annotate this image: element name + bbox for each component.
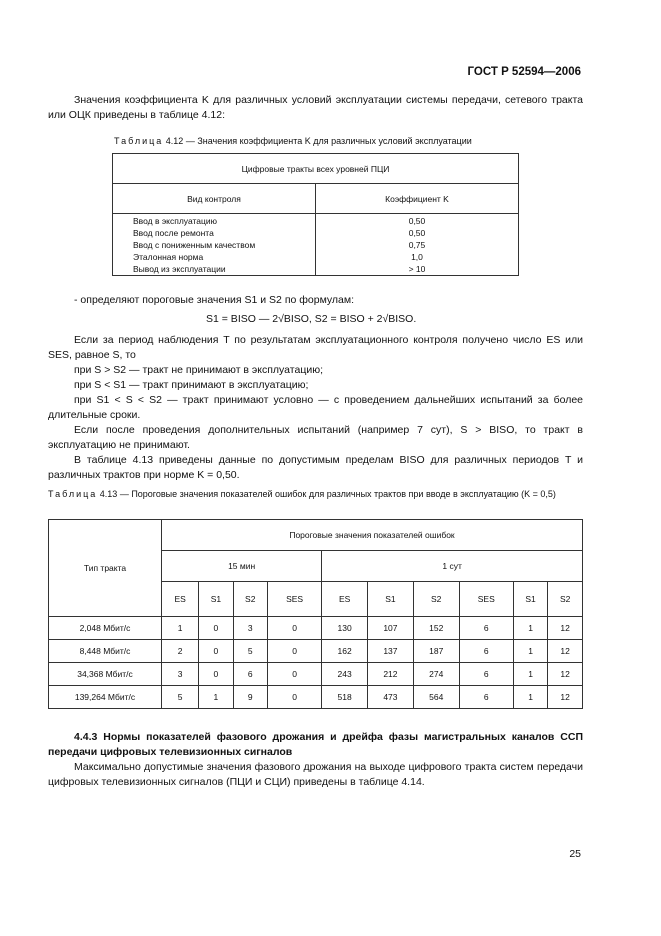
table-cell: 152: [413, 617, 459, 640]
para-additional: Если после проведения дополнительных испытаний (например 7 сут), S > BISO, то тракт в эксплуатацию не принимают.: [48, 424, 583, 451]
page-number: 25: [569, 848, 581, 860]
table-413-subcol: S2: [233, 582, 267, 617]
table-cell: 3: [162, 663, 199, 686]
para-period: Если за период наблюдения T по результатам эксплуатационного контроля получено число ES или SES, равное S, то: [48, 334, 583, 361]
condition-2: при S < S1 — тракт принимают в эксплуатацию;: [74, 379, 309, 391]
table-413-period-1: 15 мин: [162, 551, 322, 582]
table-413-subcol: ES: [322, 582, 368, 617]
table-412-coefs: [316, 214, 519, 276]
table-413-caption: [48, 488, 583, 501]
table-412-col-type: Вид контроля: [113, 184, 316, 214]
table-cell: 6: [459, 663, 513, 686]
table-413-subcol: S1: [199, 582, 233, 617]
table-413-type: 2,048 Мбит/с: [49, 617, 162, 640]
table-cell: 0: [199, 617, 233, 640]
table-cell: 1: [513, 617, 547, 640]
table-413-subcol: ES: [162, 582, 199, 617]
table-412-type: Вывод из эксплуатации: [133, 263, 226, 274]
table-cell: 243: [322, 663, 368, 686]
table-cell: 1: [513, 640, 547, 663]
table-cell: 1: [162, 617, 199, 640]
table-cell: 1: [513, 663, 547, 686]
table-413-subcol: S1: [368, 582, 414, 617]
table-cell: 1: [199, 686, 233, 709]
table-cell: 274: [413, 663, 459, 686]
table-412-type: Эталонная норма: [133, 251, 204, 262]
table-413-group-header: Пороговые значения показателей ошибок: [162, 520, 583, 551]
table-412-group-header: Цифровые тракты всех уровней ПЦИ: [113, 154, 519, 184]
table-412-caption-text: 4.12 — Значения коэффициента K для различных условий эксплуатации: [163, 136, 472, 146]
table-412-coef: 0,50: [408, 227, 426, 238]
table-413-subcol: S2: [413, 582, 459, 617]
table-412-coef: 1,0: [411, 251, 423, 262]
table-412-types: [113, 214, 316, 276]
table-413-subcol: S1: [513, 582, 547, 617]
table-cell: 107: [368, 617, 414, 640]
table-cell: 12: [548, 663, 583, 686]
table-cell: 0: [267, 663, 321, 686]
table-cell: 564: [413, 686, 459, 709]
table-row: [49, 640, 583, 663]
table-cell: 1: [513, 686, 547, 709]
table-cell: 9: [233, 686, 267, 709]
table-413-type: 139,264 Мбит/с: [49, 686, 162, 709]
table-413-col-type: Тип тракта: [49, 520, 162, 617]
table-cell: 473: [368, 686, 414, 709]
table-412-col-coef: Коэффициент K: [316, 184, 519, 214]
table-cell: 5: [162, 686, 199, 709]
table-cell: 12: [548, 640, 583, 663]
table-cell: 518: [322, 686, 368, 709]
table-413-period-2: 1 сут: [322, 551, 583, 582]
table-412-caption: [48, 135, 584, 148]
formula: [206, 313, 416, 325]
table-412-coef: 0,50: [408, 215, 426, 226]
table-cell: 0: [199, 640, 233, 663]
table-cell: 6: [233, 663, 267, 686]
table-cell: 130: [322, 617, 368, 640]
table-cell: 2: [162, 640, 199, 663]
table-cell: 137: [368, 640, 414, 663]
table-cell: 6: [459, 640, 513, 663]
table-row: [49, 663, 583, 686]
table-cell: 0: [199, 663, 233, 686]
table-413-type: 8,448 Мбит/с: [49, 640, 162, 663]
table-cell: 187: [413, 640, 459, 663]
table-412-type: Ввод после ремонта: [133, 227, 214, 238]
section-text: Максимально допустимые значения фазового дрожания на выходе цифрового тракта систем передачи цифровых телевизионных сигналов (ПЦИ и СЦИ) приведены в таблице 4.14.: [48, 761, 583, 788]
table-413-caption-text: 4.13 — Пороговые значения показателей ошибок для различных трактов при вводе в эксплуатацию (K = 0,5): [97, 489, 556, 499]
table-413-type: 34,368 Мбит/с: [49, 663, 162, 686]
condition-1: при S > S2 — тракт не принимают в эксплуатацию;: [74, 364, 323, 376]
table-412-coef: > 10: [408, 263, 426, 274]
formula-s2: S2 = BISO + 2√BISO.: [314, 313, 417, 325]
formula-s1: S1 = BISO — 2√BISO,: [206, 313, 312, 325]
para-table413: В таблице 4.13 приведены данные по допустимым пределам BISO для различных периодов T и различных трактов при норме K = 0,50.: [48, 454, 583, 481]
table-413-subcol: S2: [548, 582, 583, 617]
intro-paragraph: Значения коэффициента K для различных условий эксплуатации системы передачи, сетевого тракта или ОЦК приведены в таблице 4.12:: [48, 94, 583, 121]
table-cell: 212: [368, 663, 414, 686]
table-412-caption-word: Таблица: [114, 136, 164, 146]
table-cell: 3: [233, 617, 267, 640]
condition-3: при S1 < S < S2 — тракт принимают условно — с проведением дальнейших испытаний за более длительные сроки.: [48, 394, 583, 421]
table-413-subcol: SES: [459, 582, 513, 617]
table-cell: 162: [322, 640, 368, 663]
table-row: [49, 617, 583, 640]
table-412-type: Ввод в эксплуатацию: [133, 215, 218, 226]
table-cell: 12: [548, 617, 583, 640]
table-412-type: Ввод с пониженным качеством: [133, 239, 256, 250]
table-412-coef: 0,75: [408, 239, 426, 250]
table-412: [112, 153, 519, 276]
table-cell: 12: [548, 686, 583, 709]
table-cell: 6: [459, 617, 513, 640]
table-413-caption-word: Таблица: [48, 489, 98, 499]
thresholds-line: - определяют пороговые значения S1 и S2 по формулам:: [74, 294, 355, 306]
table-cell: 6: [459, 686, 513, 709]
table-413-subcol: SES: [267, 582, 321, 617]
table-cell: 0: [267, 640, 321, 663]
table-cell: 0: [267, 686, 321, 709]
table-cell: 5: [233, 640, 267, 663]
standard-header: ГОСТ Р 52594—2006: [467, 66, 581, 78]
table-row: [49, 686, 583, 709]
table-413: [48, 519, 583, 709]
table-cell: 0: [267, 617, 321, 640]
section-heading: 4.4.3 Нормы показателей фазового дрожания и дрейфа фазы магистральных каналов ССП передачи цифровых телевизионных сигналов: [48, 731, 583, 758]
